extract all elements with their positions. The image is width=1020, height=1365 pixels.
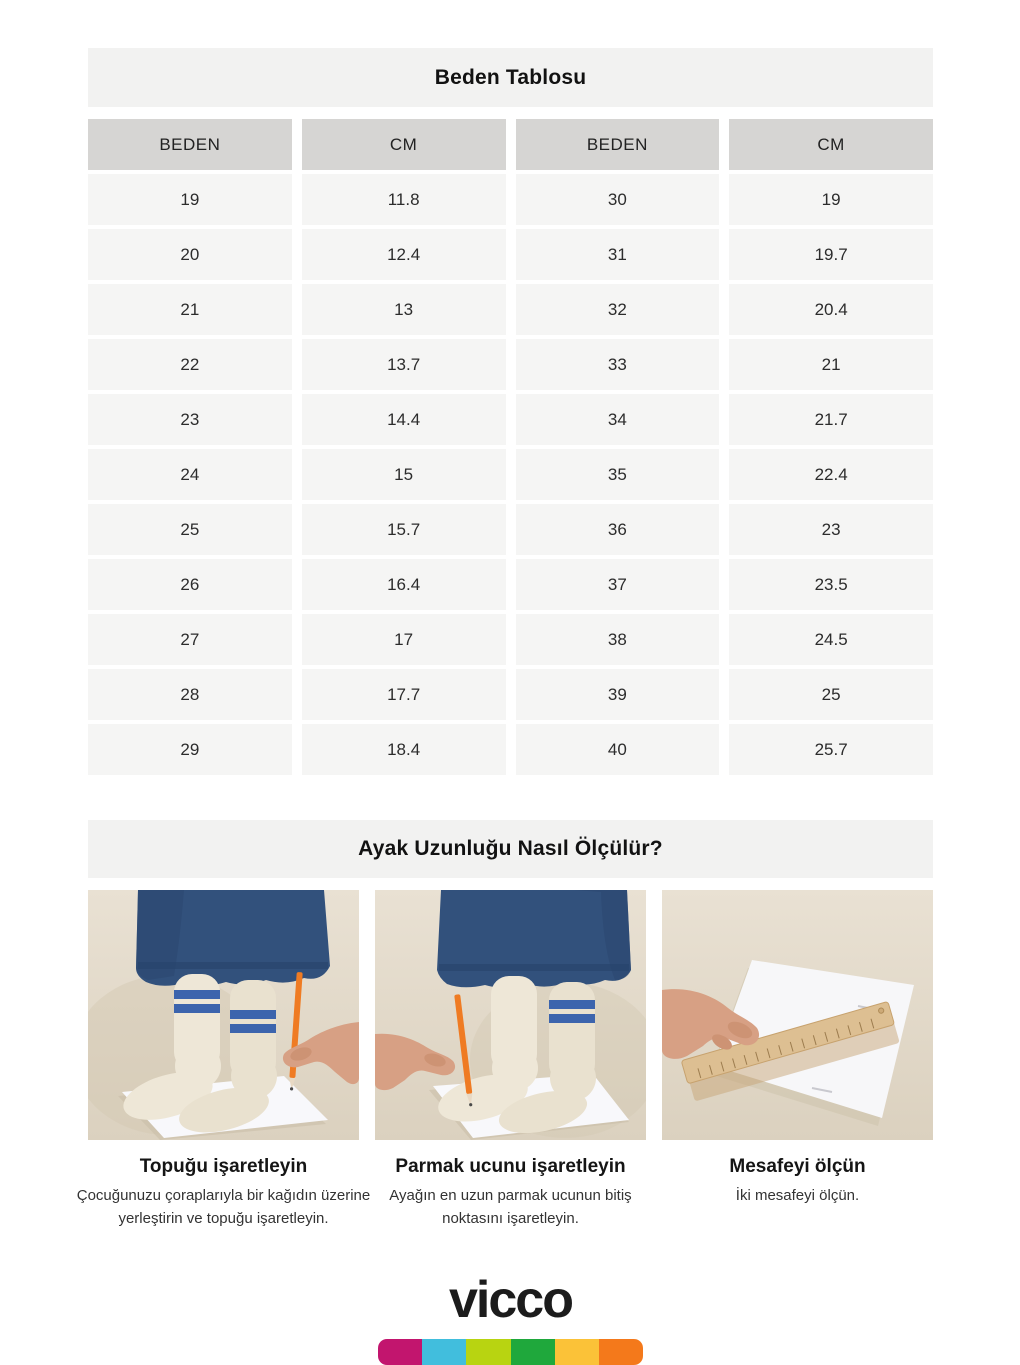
size-table-cell: 20	[88, 229, 292, 280]
size-table-row	[88, 394, 933, 445]
size-table-cell: 22	[88, 339, 292, 390]
column-header-beden-1: BEDEN	[88, 119, 292, 170]
size-table-cell: 22.4	[729, 449, 933, 500]
size-table	[88, 119, 933, 775]
measure-step-toe	[375, 890, 646, 1230]
size-table-title: Beden Tablosu	[434, 65, 587, 89]
step-heading-heel: Topuğu işaretleyin	[139, 1156, 308, 1177]
size-table-cell: 18.4	[302, 724, 506, 775]
column-header-beden-2: BEDEN	[516, 119, 720, 170]
size-table-cell: 21.7	[729, 394, 933, 445]
size-table-cell: 11.8	[302, 174, 506, 225]
measure-section-title-panel	[88, 820, 933, 878]
size-table-cell: 33	[516, 339, 720, 390]
size-table-title-panel	[88, 48, 933, 107]
vicco-color-bar-segment-5	[555, 1339, 599, 1365]
size-table-cell: 30	[516, 174, 720, 225]
size-table-row	[88, 174, 933, 225]
step-description-toe: Ayağın en uzun parmak ucunun bitiş noktasını işaretleyin.	[389, 1187, 632, 1227]
size-table-cell: 17	[302, 614, 506, 665]
size-table-cell: 24	[88, 449, 292, 500]
size-table-cell: 35	[516, 449, 720, 500]
vicco-color-bar-segment-4	[511, 1339, 555, 1365]
column-header-cm-2: CM	[729, 119, 933, 170]
size-table-body	[88, 174, 933, 775]
size-table-cell: 28	[88, 669, 292, 720]
step-heading-toe: Parmak ucunu işaretleyin	[395, 1156, 626, 1177]
size-table-cell: 31	[516, 229, 720, 280]
size-table-cell: 26	[88, 559, 292, 610]
size-table-cell: 23	[88, 394, 292, 445]
size-table-cell: 13	[302, 284, 506, 335]
size-table-cell: 16.4	[302, 559, 506, 610]
size-table-cell: 40	[516, 724, 720, 775]
measure-step-distance	[662, 890, 933, 1230]
step-description-heel: Çocuğunuzu çoraplarıyla bir kağıdın üzerine yerleştirin ve topuğu işaretleyin.	[76, 1187, 371, 1227]
size-table-cell: 13.7	[302, 339, 506, 390]
size-table-cell: 12.4	[302, 229, 506, 280]
vicco-logo: vicco	[449, 1271, 572, 1329]
size-table-cell: 36	[516, 504, 720, 555]
size-table-cell: 21	[729, 339, 933, 390]
measure-section-title: Ayak Uzunluğu Nasıl Ölçülür?	[358, 837, 663, 860]
size-table-cell: 25	[729, 669, 933, 720]
size-table-cell: 19	[729, 174, 933, 225]
size-table-cell: 34	[516, 394, 720, 445]
size-table-cell: 37	[516, 559, 720, 610]
column-header-cm-1: CM	[302, 119, 506, 170]
size-table-cell: 15	[302, 449, 506, 500]
size-table-cell: 19.7	[729, 229, 933, 280]
size-table-row	[88, 504, 933, 555]
size-table-row	[88, 724, 933, 775]
measure-steps	[76, 890, 933, 1230]
vicco-color-bar-segment-3	[466, 1339, 510, 1365]
size-table-cell: 38	[516, 614, 720, 665]
size-table-header-row	[88, 119, 933, 170]
vicco-color-bar-segment-1	[378, 1339, 422, 1365]
size-table-row	[88, 229, 933, 280]
size-table-cell: 20.4	[729, 284, 933, 335]
size-table-cell: 14.4	[302, 394, 506, 445]
vicco-color-bar	[378, 1339, 643, 1365]
size-table-row	[88, 614, 933, 665]
brand-footer	[88, 1271, 933, 1365]
size-table-cell: 17.7	[302, 669, 506, 720]
size-table-cell: 25.7	[729, 724, 933, 775]
size-table-cell: 39	[516, 669, 720, 720]
size-table-cell: 23.5	[729, 559, 933, 610]
measure-step-heel	[76, 890, 371, 1230]
child-feet-toe-marking-photo	[375, 890, 646, 1140]
size-table-row	[88, 284, 933, 335]
child-feet-heel-marking-photo	[88, 890, 359, 1140]
size-table-row	[88, 669, 933, 720]
size-table-cell: 25	[88, 504, 292, 555]
size-table-row	[88, 449, 933, 500]
size-table-cell: 15.7	[302, 504, 506, 555]
step-heading-distance: Mesafeyi ölçün	[729, 1156, 866, 1177]
size-table-cell: 21	[88, 284, 292, 335]
size-table-cell: 27	[88, 614, 292, 665]
size-table-cell: 29	[88, 724, 292, 775]
vicco-color-bar-segment-6	[599, 1339, 643, 1365]
size-table-cell: 19	[88, 174, 292, 225]
size-table-row	[88, 339, 933, 390]
step-description-distance: İki mesafeyi ölçün.	[735, 1187, 860, 1204]
size-table-cell: 23	[729, 504, 933, 555]
size-table-row	[88, 559, 933, 610]
size-table-cell: 32	[516, 284, 720, 335]
vicco-color-bar-segment-2	[422, 1339, 466, 1365]
size-table-cell: 24.5	[729, 614, 933, 665]
hand-ruler-measuring-photo	[662, 890, 933, 1140]
